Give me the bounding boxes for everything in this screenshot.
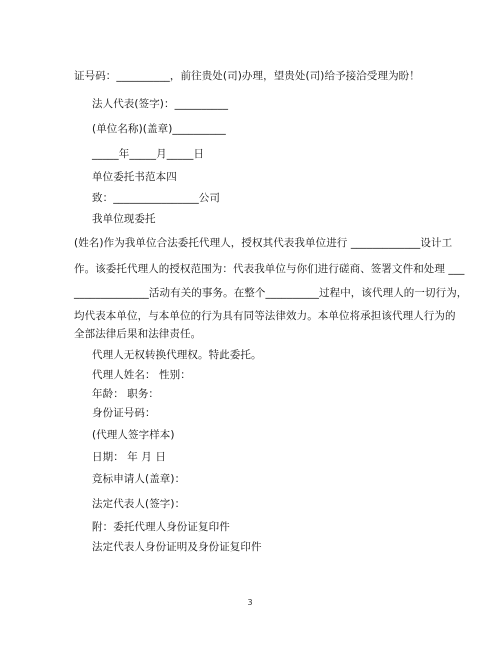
text-line: 作。该委托代理人的授权范围为：代表我单位与你们进行磋商、签署文件和处理 ___: [74, 263, 465, 275]
text-line: 单位委托书范本四: [92, 171, 177, 183]
text-line: 代理人无权转换代理权。特此委托。: [92, 349, 262, 361]
text-line: 日期： 年 月 日: [92, 451, 166, 463]
text-line: 附：委托代理人身份证复印件: [92, 521, 230, 533]
text-line: ______________活动有关的事务。在整个__________过程中，该代理人的一切行为，: [74, 287, 468, 299]
text-line: 全部法律后果和法律责任。: [74, 328, 202, 340]
text-line: 年龄： 职务：: [92, 388, 160, 400]
text-line: 法人代表(签字)：__________: [92, 98, 229, 110]
text-line: (姓名)作为我单位合法委托代理人，授权其代表我单位进行 _____________设计工: [74, 237, 453, 249]
text-line: 身份证号码：: [92, 407, 156, 419]
text-line: (单位名称)(盖章)__________: [92, 123, 226, 135]
text-line: 均代表本单位，与本单位的行为具有同等法律效力。本单位将承担该代理人行为的: [74, 310, 456, 322]
text-line: 我单位现委托: [92, 213, 156, 225]
text-line: 法定代表人(签字)：: [92, 498, 186, 510]
text-line: (代理人签字样本): [92, 429, 175, 441]
text-line: _____年_____月_____日: [92, 148, 205, 160]
text-line: 法定代表人身份证明及身份证复印件: [92, 541, 262, 553]
text-line: 致：________________公司: [92, 192, 220, 204]
text-line: 竞标申请人(盖章)：: [92, 473, 186, 485]
text-line: 代理人姓名： 性别：: [92, 369, 191, 381]
text-line: 证号码：__________，前往贵处(司)办理，望贵处(司)给予接洽受理为盼！: [74, 70, 420, 82]
page-number: 3: [247, 598, 253, 607]
